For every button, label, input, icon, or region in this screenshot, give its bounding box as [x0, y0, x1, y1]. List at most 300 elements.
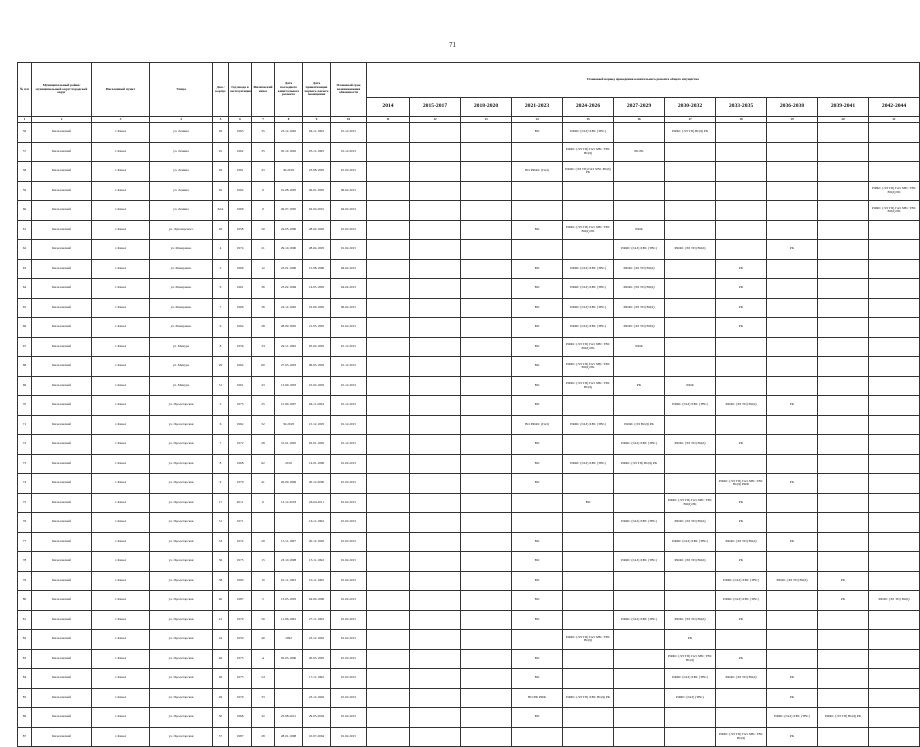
repair-period-cell: [461, 318, 512, 338]
house-cell: 5: [213, 396, 229, 416]
repair-period-cell: [767, 279, 818, 299]
repair-period-cell: РФФС (ГАЗ) ХВС (ТВС): [614, 513, 665, 533]
privatization-date-cell: 27.11.1992: [303, 610, 331, 630]
repair-period-cell: [367, 669, 410, 689]
repair-period-cell: [818, 454, 869, 474]
municipality-cell: Кизеловский: [32, 123, 92, 143]
repair-period-cell: [367, 454, 410, 474]
settlement-cell: г. Кизел: [92, 591, 150, 611]
repair-period-cell: РФФС (ЭЛ ТП) ВОД): [614, 298, 665, 318]
repair-period-cell: ВО: [512, 318, 563, 338]
settlement-cell: г. Кизел: [92, 669, 150, 689]
repair-period-cell: [410, 591, 461, 611]
column-number-cell: 19: [767, 117, 818, 123]
row-number-cell: 82: [18, 630, 32, 650]
privatization-date-cell: 23.12.1992: [303, 630, 331, 650]
repair-period-cell: [665, 318, 716, 338]
repair-period-cell: [410, 708, 461, 728]
house-cell: 40: [213, 591, 229, 611]
year-built-cell: 1975: [229, 552, 252, 572]
last-repair-date-cell: 30.2018: [275, 162, 303, 182]
year-built-cell: 1964: [229, 318, 252, 338]
municipality-cell: Кизеловский: [32, 142, 92, 162]
settlement-cell: г. Кизел: [92, 123, 150, 143]
table-row: [18, 337, 920, 357]
privatization-date-cell: 04.11.1992: [303, 123, 331, 143]
year-header: 2024-2026: [563, 98, 614, 117]
settlement-cell: г. Кизел: [92, 688, 150, 708]
wear-cell: 21: [252, 240, 275, 260]
repair-period-cell: РФФС (ГАЗ) ХВС (ТВС): [563, 259, 614, 279]
row-number-cell: 67: [18, 337, 32, 357]
table-row: [18, 513, 920, 533]
repair-period-cell: [767, 513, 818, 533]
repair-period-cell: РК: [767, 474, 818, 494]
repair-period-cell: [563, 181, 614, 201]
street-cell: ул. Пролетарская: [150, 454, 213, 474]
settlement-cell: г. Кизел: [92, 162, 150, 182]
repair-period-cell: [367, 220, 410, 240]
repair-period-cell: РФФС (ЭЛ ТП) ВОД): [614, 318, 665, 338]
settlement-cell: г. Кизел: [92, 454, 150, 474]
last-repair-date-cell: 23.01.1996: [275, 259, 303, 279]
repair-period-cell: [869, 552, 920, 572]
repair-period-cell: [818, 240, 869, 260]
column-number-cell: 8: [275, 117, 303, 123]
column-number-cell: 1: [18, 117, 32, 123]
privatization-date-cell: 14.05.1995: [303, 279, 331, 299]
repair-period-cell: РФФС (ГАЗ) ХВС (ТВС): [716, 591, 767, 611]
repair-period-cell: [410, 513, 461, 533]
repair-period-cell: [410, 727, 461, 747]
repair-period-cell: [665, 591, 716, 611]
repair-period-cell: РК: [716, 552, 767, 572]
table-row: [18, 142, 920, 162]
wear-cell: 12: [252, 259, 275, 279]
repair-period-cell: РФФ: [614, 220, 665, 240]
repair-period-cell: [367, 201, 410, 221]
house-cell: 26: [213, 123, 229, 143]
privatization-date-cell: 28.02.1992: [303, 220, 331, 240]
settlement-cell: г. Кизел: [92, 532, 150, 552]
last-repair-date-cell: [275, 513, 303, 533]
privatization-date-cell: 15.11.1992: [303, 552, 331, 572]
col-header-date-privat: Дата приватизации первого жилого помещения: [303, 63, 331, 117]
repair-period-cell: [665, 708, 716, 728]
repair-period-cell: [410, 376, 461, 396]
repair-period-cell: [818, 669, 869, 689]
repair-period-cell: [614, 591, 665, 611]
municipality-cell: Кизеловский: [32, 610, 92, 630]
repair-period-cell: [461, 591, 512, 611]
repair-period-cell: РК: [716, 513, 767, 533]
wear-cell: 40: [252, 630, 275, 650]
street-cell: ул. Пролетарская: [150, 630, 213, 650]
repair-period-cell: [461, 298, 512, 318]
settlement-cell: г. Кизел: [92, 571, 150, 591]
repair-period-cell: [410, 181, 461, 201]
obligation-date-cell: 01.12.2015: [331, 435, 367, 455]
repair-period-cell: [665, 181, 716, 201]
repair-period-cell: РК: [716, 435, 767, 455]
repair-period-cell: [563, 532, 614, 552]
year-built-cell: 1956: [229, 337, 252, 357]
repair-period-cell: ВО: [512, 259, 563, 279]
repair-period-cell: [665, 474, 716, 494]
repair-period-cell: [665, 259, 716, 279]
table-row: [18, 201, 920, 221]
last-repair-date-cell: 2016: [275, 454, 303, 474]
wear-cell: 29: [252, 532, 275, 552]
privatization-date-cell: 23.12.1992: [303, 688, 331, 708]
repair-period-cell: [869, 220, 920, 240]
repair-period-cell: [367, 240, 410, 260]
repair-period-cell: [410, 474, 461, 494]
repair-period-cell: [818, 376, 869, 396]
capital-repair-table: [17, 62, 920, 747]
repair-period-cell: РФФС (ЭЛ ТП) ГАЗ ХВС ТВС ВОД) РФФ: [716, 474, 767, 494]
row-number-cell: 81: [18, 610, 32, 630]
row-number-cell: 77: [18, 532, 32, 552]
repair-period-cell: [767, 357, 818, 377]
table-row: [18, 669, 920, 689]
municipality-cell: Кизеловский: [32, 298, 92, 318]
last-repair-date-cell: [275, 688, 303, 708]
repair-period-cell: [461, 688, 512, 708]
repair-period-cell: РФФС (ЭЛ ТП) ГАЗ ХВС ТВС ВОД): [665, 649, 716, 669]
repair-period-cell: [767, 630, 818, 650]
repair-period-cell: ВО: [512, 298, 563, 318]
row-number-cell: 64: [18, 279, 32, 299]
column-number-cell: 2: [32, 117, 92, 123]
repair-period-cell: [410, 123, 461, 143]
last-repair-date-cell: 27.03.1993: [275, 357, 303, 377]
repair-period-cell: [716, 162, 767, 182]
repair-period-cell: [716, 708, 767, 728]
column-number-cell: 3: [92, 117, 150, 123]
repair-period-cell: [367, 357, 410, 377]
repair-period-cell: [818, 201, 869, 221]
table-row: [18, 532, 920, 552]
row-number-cell: 57: [18, 142, 32, 162]
wear-cell: 36: [252, 298, 275, 318]
settlement-cell: г. Кизел: [92, 142, 150, 162]
repair-period-cell: РФФС (ГАЗ) ХВС (ТВС): [614, 435, 665, 455]
settlement-cell: г. Кизел: [92, 435, 150, 455]
last-repair-date-cell: 01.08.1995: [275, 181, 303, 201]
row-number-cell: 68: [18, 357, 32, 377]
street-cell: ул. Ленина: [150, 142, 213, 162]
repair-period-cell: [461, 162, 512, 182]
repair-period-cell: [367, 493, 410, 513]
municipality-cell: Кизеловский: [32, 727, 92, 747]
row-number-cell: 69: [18, 376, 32, 396]
repair-period-cell: [716, 357, 767, 377]
repair-period-cell: [818, 552, 869, 572]
last-repair-date-cell: 01.11.1993: [275, 571, 303, 591]
repair-period-cell: [461, 435, 512, 455]
repair-period-cell: [818, 298, 869, 318]
repair-period-cell: [461, 396, 512, 416]
house-cell: 31: [213, 513, 229, 533]
privatization-date-cell: 04.09.1996: [303, 591, 331, 611]
repair-period-cell: ВО: [512, 123, 563, 143]
repair-period-cell: [869, 454, 920, 474]
repair-period-cell: [614, 201, 665, 221]
repair-period-cell: [512, 630, 563, 650]
repair-period-cell: [410, 318, 461, 338]
repair-period-cell: [818, 162, 869, 182]
repair-period-cell: [869, 396, 920, 416]
repair-period-cell: [410, 610, 461, 630]
year-built-cell: 1962: [229, 415, 252, 435]
municipality-cell: Кизеловский: [32, 591, 92, 611]
repair-period-cell: [410, 357, 461, 377]
repair-period-cell: [512, 142, 563, 162]
wear-cell: [252, 513, 275, 533]
repair-period-cell: [665, 142, 716, 162]
repair-period-cell: [461, 493, 512, 513]
street-cell: ул. Мичура: [150, 357, 213, 377]
last-repair-date-cell: 13.09.1993: [275, 376, 303, 396]
repair-period-cell: [818, 688, 869, 708]
repair-period-cell: [869, 493, 920, 513]
repair-period-cell: [818, 259, 869, 279]
house-cell: 29: [213, 357, 229, 377]
obligation-date-cell: 01.02.2015: [331, 454, 367, 474]
repair-period-cell: [410, 220, 461, 240]
repair-period-cell: [767, 318, 818, 338]
privatization-date-cell: 14.01.1996: [303, 454, 331, 474]
repair-period-cell: РК: [818, 571, 869, 591]
obligation-date-cell: 01.02.2015: [331, 610, 367, 630]
privatization-date-cell: 10.07.2004: [303, 727, 331, 747]
column-number-cell: 7: [252, 117, 275, 123]
repair-period-cell: РФФС (ЭЛ ТП) ГАЗ ХВС ТВС ВОД) РК: [563, 337, 614, 357]
last-repair-date-cell: 28.09.1995: [275, 318, 303, 338]
repair-period-cell: РФФС (ЭЛ ТП) ВОД) РК: [665, 123, 716, 143]
repair-period-cell: [869, 610, 920, 630]
repair-period-cell: ВО РФФС (ГАЗ): [512, 415, 563, 435]
wear-cell: 15: [252, 552, 275, 572]
year-built-cell: 1979: [229, 474, 252, 494]
repair-period-cell: [367, 610, 410, 630]
year-header: 2042-2044: [869, 98, 920, 117]
year-built-cell: 1968: [229, 454, 252, 474]
repair-period-cell: [512, 513, 563, 533]
row-number-cell: 66: [18, 318, 32, 338]
repair-period-cell: [410, 454, 461, 474]
year-header: 2036-2038: [767, 98, 818, 117]
privatization-date-cell: 15.12.1995: [303, 415, 331, 435]
repair-period-cell: [716, 415, 767, 435]
obligation-date-cell: 01.02.2015: [331, 240, 367, 260]
repair-period-cell: [716, 220, 767, 240]
last-repair-date-cell: 28.01.1998: [275, 727, 303, 747]
privatization-date-cell: 02.04.2001: [303, 201, 331, 221]
repair-period-cell: [869, 727, 920, 747]
street-cell: ул. Пролетарская: [150, 474, 213, 494]
last-repair-date-cell: 13.05.1993: [275, 591, 303, 611]
repair-period-cell: [614, 181, 665, 201]
wear-cell: 9: [252, 201, 275, 221]
repair-period-cell: [869, 337, 920, 357]
repair-period-cell: [818, 649, 869, 669]
col-header-date-obligation: Плановый срок возникновения обязанности: [331, 63, 367, 117]
municipality-cell: Кизеловский: [32, 630, 92, 650]
obligation-date-cell: 01.02.2015: [331, 493, 367, 513]
privatization-date-cell: 15.08.1996: [303, 259, 331, 279]
year-built-cell: 1973: [229, 396, 252, 416]
table-row: [18, 162, 920, 182]
settlement-cell: г. Кизел: [92, 415, 150, 435]
repair-period-cell: [410, 552, 461, 572]
repair-period-cell: [410, 298, 461, 318]
last-repair-date-cell: 20.09.1999: [275, 474, 303, 494]
repair-period-cell: [665, 279, 716, 299]
repair-period-cell: РФФС (ГАЗ) ХВС (ТВС): [563, 415, 614, 435]
privatization-date-cell: 19.09.1995: [303, 298, 331, 318]
repair-period-cell: РФФС (ГАЗ) ХВС (ТВС): [563, 298, 614, 318]
repair-period-cell: [818, 435, 869, 455]
repair-period-cell: [367, 376, 410, 396]
repair-period-cell: [614, 123, 665, 143]
obligation-date-cell: 04.02.2015: [331, 259, 367, 279]
column-number-cell: 9: [303, 117, 331, 123]
repair-period-cell: РФФС (ЭЛ ТП) ХВС ВОД) РК: [563, 688, 614, 708]
row-number-cell: 87: [18, 727, 32, 747]
house-cell: 6: [213, 279, 229, 299]
repair-period-cell: [818, 318, 869, 338]
house-cell: 36: [213, 552, 229, 572]
repair-period-cell: ВО: [563, 493, 614, 513]
repair-period-cell: [614, 532, 665, 552]
column-number-cell: 21: [869, 117, 920, 123]
repair-period-cell: РФФС (ЭЛ ТП) ГАЗ ХВС ТВС ВОД) РК: [869, 181, 920, 201]
house-cell: 31: [213, 376, 229, 396]
year-built-cell: 1961: [229, 162, 252, 182]
settlement-cell: г. Кизел: [92, 474, 150, 494]
privatization-date-cell: 28.04.1995: [303, 240, 331, 260]
house-cell: 6: [213, 415, 229, 435]
repair-period-cell: ВО: [512, 279, 563, 299]
repair-period-cell: [410, 259, 461, 279]
municipality-cell: Кизеловский: [32, 279, 92, 299]
repair-period-cell: [563, 552, 614, 572]
house-cell: 26: [213, 220, 229, 240]
repair-period-cell: [869, 415, 920, 435]
last-repair-date-cell: 23.02.1969: [275, 279, 303, 299]
last-repair-date-cell: 05.05.1996: [275, 649, 303, 669]
repair-period-cell: [869, 357, 920, 377]
row-number-cell: 70: [18, 396, 32, 416]
repair-period-cell: РФФС (ЭЛ ТП) ГАЗ ХВС ТВС ВОД): [563, 142, 614, 162]
street-cell: ул. Пролетарская: [150, 532, 213, 552]
municipality-cell: Кизеловский: [32, 259, 92, 279]
house-cell: 46: [213, 669, 229, 689]
row-number-cell: 72: [18, 435, 32, 455]
house-cell: 9: [213, 474, 229, 494]
col-header-date-last: Дата последнего капитального ремонта: [275, 63, 303, 117]
repair-period-cell: [665, 357, 716, 377]
repair-period-cell: [665, 162, 716, 182]
repair-period-cell: [869, 571, 920, 591]
wear-cell: 43: [252, 376, 275, 396]
municipality-cell: Кизеловский: [32, 162, 92, 182]
repair-period-cell: [461, 259, 512, 279]
repair-period-cell: [767, 591, 818, 611]
street-cell: ул. Пролетарская: [150, 669, 213, 689]
repair-period-cell: РФФС (ГАЗ) ХВС (ТВС): [563, 123, 614, 143]
repair-period-cell: РФФС (ГАЗ) ХВС (ТВС): [716, 571, 767, 591]
obligation-date-cell: 01.12.2015: [331, 396, 367, 416]
repair-period-cell: [869, 669, 920, 689]
repair-period-cell: [818, 396, 869, 416]
repair-period-cell: [367, 279, 410, 299]
row-number-cell: 61: [18, 220, 32, 240]
settlement-cell: г. Кизел: [92, 513, 150, 533]
repair-period-cell: [563, 591, 614, 611]
municipality-cell: Кизеловский: [32, 357, 92, 377]
repair-period-cell: [461, 220, 512, 240]
house-cell: 7: [213, 435, 229, 455]
repair-period-cell: РФФС (ГАЗ) ХВС (ТВС): [563, 279, 614, 299]
municipality-cell: Кизеловский: [32, 532, 92, 552]
repair-period-cell: [563, 240, 614, 260]
wear-cell: 60: [252, 357, 275, 377]
repair-period-cell: [410, 162, 461, 182]
street-cell: ул. Пролетарская: [150, 591, 213, 611]
wear-cell: 10: [252, 571, 275, 591]
row-number-cell: 59: [18, 181, 32, 201]
municipality-cell: Кизеловский: [32, 220, 92, 240]
repair-period-cell: РФФС (ЭЛ ТП) ВОД): [665, 240, 716, 260]
wear-cell: 6: [252, 493, 275, 513]
row-number-cell: 60: [18, 201, 32, 221]
repair-period-cell: РФФС (ЭЛ ТП) ВОД) РК: [818, 708, 869, 728]
last-repair-date-cell: 29.10.1990: [275, 240, 303, 260]
table-row: [18, 571, 920, 591]
street-cell: ул. Пролетарская: [150, 727, 213, 747]
repair-period-cell: [818, 220, 869, 240]
wear-cell: 35: [252, 123, 275, 143]
repair-period-cell: [410, 240, 461, 260]
repair-period-cell: [869, 279, 920, 299]
wear-cell: 50: [252, 610, 275, 630]
repair-period-cell: [512, 201, 563, 221]
repair-period-cell: [614, 630, 665, 650]
wear-cell: 32: [252, 708, 275, 728]
repair-period-cell: РФФС (ЭЛ ТП) ВОД): [614, 279, 665, 299]
year-built-cell: 1966: [229, 259, 252, 279]
repair-period-cell: [367, 435, 410, 455]
row-number-cell: 74: [18, 474, 32, 494]
repair-period-cell: [367, 649, 410, 669]
obligation-date-cell: 01.02.2015: [331, 571, 367, 591]
repair-period-cell: [367, 181, 410, 201]
street-cell: ул. Пролетарская: [150, 493, 213, 513]
repair-period-cell: [869, 376, 920, 396]
house-cell: 42: [213, 630, 229, 650]
row-number-cell: 76: [18, 513, 32, 533]
settlement-cell: г. Кизел: [92, 649, 150, 669]
repair-period-cell: [367, 337, 410, 357]
repair-period-cell: РФФС (ЭЛ ТП) ВОД): [665, 552, 716, 572]
wear-cell: 25: [252, 396, 275, 416]
row-number-cell: 58: [18, 162, 32, 182]
municipality-cell: Кизеловский: [32, 396, 92, 416]
repair-period-cell: РФФС (ЭЛ ТП) ГАЗ ХВС ТВС ВОД) РК: [869, 201, 920, 221]
